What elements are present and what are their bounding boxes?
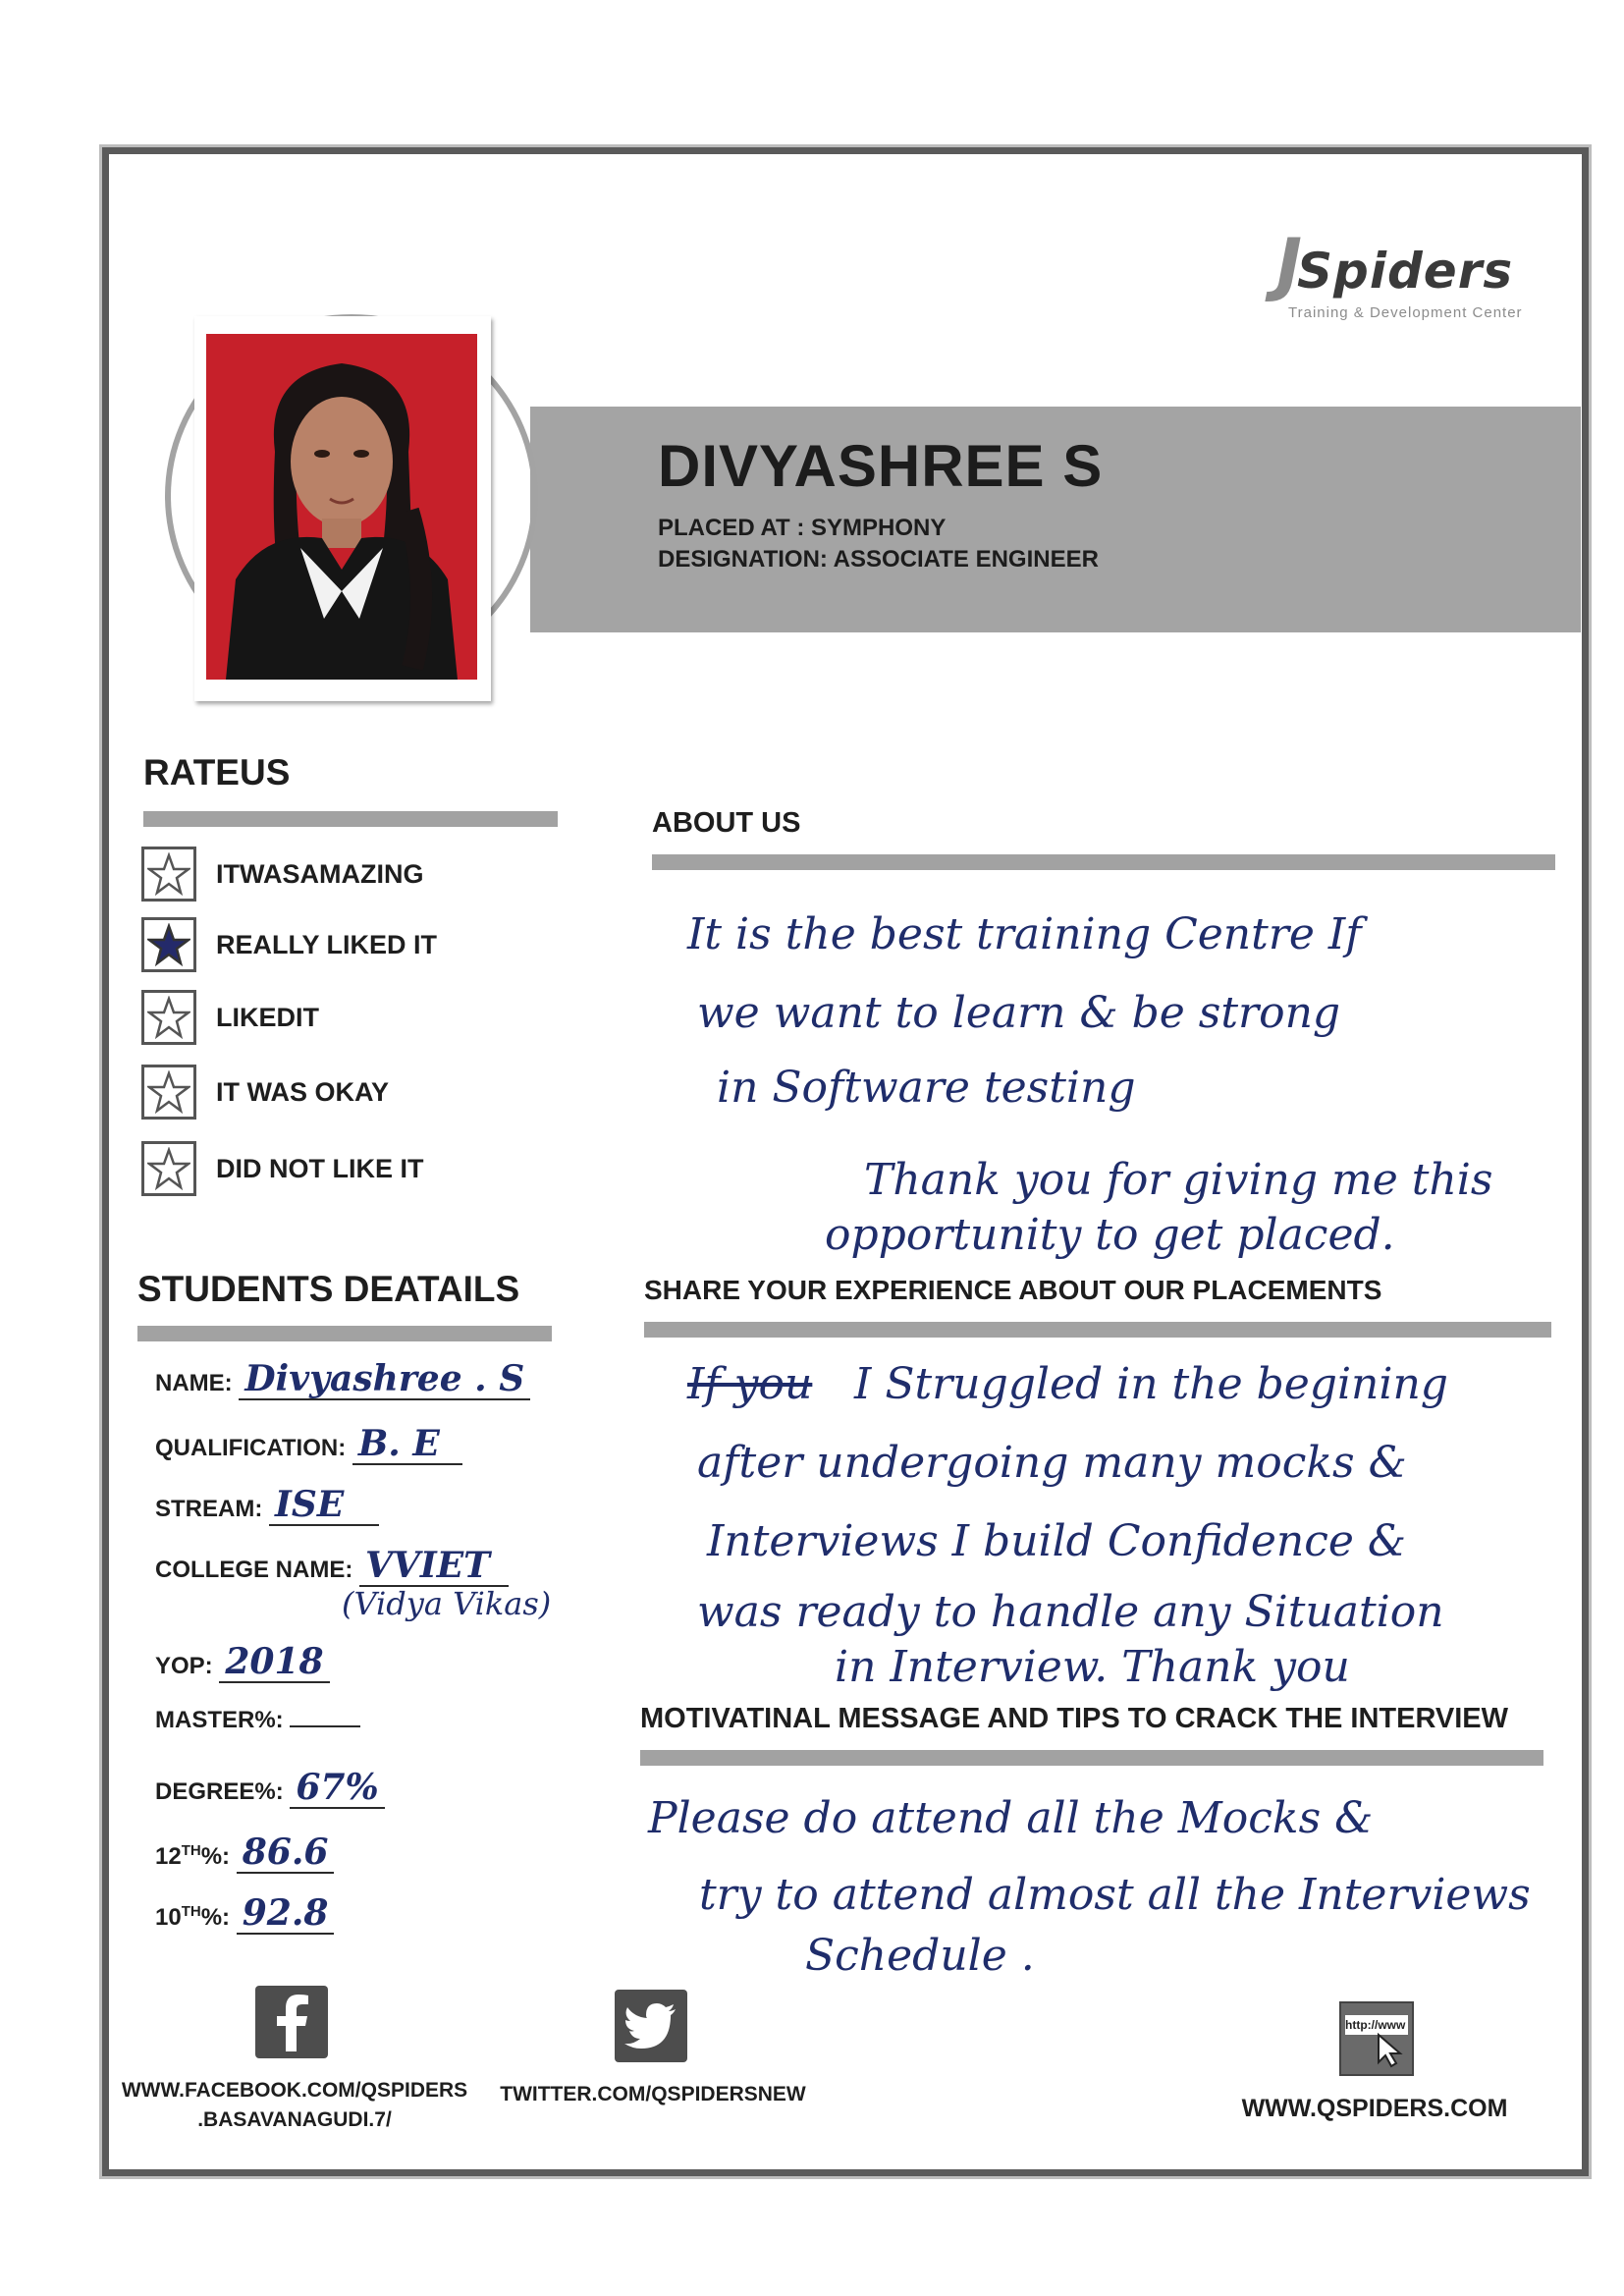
logo-tagline: Training & Development Center: [1288, 304, 1523, 321]
yop-value: 2018: [219, 1642, 329, 1683]
facebook-url-line1: WWW.FACEBOOK.COM/QSPIDERS: [121, 2079, 468, 2102]
student-name-heading: DIVYASHREE S: [658, 433, 1104, 499]
master-label: MASTER%:: [155, 1707, 284, 1733]
name-field: [155, 1359, 530, 1400]
yop-label: YOP:: [155, 1653, 213, 1679]
qualification-value: B. E: [352, 1424, 462, 1465]
rating-label: ITWASAMAZING: [216, 858, 424, 889]
experience-line: Interviews I build Confidence &: [707, 1516, 1407, 1566]
rating-option-really-liked[interactable]: [141, 917, 495, 972]
jspiders-logo: [1276, 224, 1561, 332]
yop-field: [155, 1642, 330, 1683]
rating-label: DID NOT LIKE IT: [216, 1153, 424, 1183]
twitter-icon[interactable]: [615, 1990, 687, 2062]
motivation-title: MOTIVATINAL MESSAGE AND TIPS TO CRACK THE INTERVIEW: [640, 1703, 1509, 1734]
motivation-divider: [640, 1750, 1543, 1766]
college-label: COLLEGE NAME:: [155, 1557, 353, 1583]
college-value: VVIET: [359, 1546, 509, 1587]
rating-label: REALLY LIKED IT: [216, 929, 438, 959]
experience-line: after undergoing many mocks &: [697, 1438, 1407, 1488]
stream-value: ISE: [269, 1485, 379, 1526]
rating-option-amazing[interactable]: [141, 847, 495, 902]
about-line: opportunity to get placed.: [825, 1210, 1395, 1260]
master-field: [155, 1707, 360, 1734]
facebook-icon[interactable]: [255, 1986, 328, 2058]
degree-field: [155, 1768, 385, 1809]
about-line: It is the best training Centre If: [687, 909, 1362, 959]
logo-text: Spiders: [1297, 243, 1514, 300]
rating-label: IT WAS OKAY: [216, 1076, 390, 1107]
star-icon: [141, 990, 196, 1045]
designation: DESIGNATION: ASSOCIATE ENGINEER: [658, 546, 1099, 573]
stream-field: [155, 1485, 379, 1526]
student-details-divider: [137, 1326, 552, 1341]
rating-option-liked[interactable]: [141, 990, 495, 1045]
twitter-link[interactable]: TWITTER.COM/QSPIDERSNEW: [500, 2083, 806, 2105]
student-details-title: STUDENTS DEATAILS: [137, 1269, 520, 1309]
twelfth-field: [155, 1832, 334, 1874]
portrait-image: [206, 334, 477, 680]
about-line: in Software testing: [717, 1063, 1136, 1113]
twelfth-value: 86.6: [237, 1832, 335, 1874]
rating-option-okay[interactable]: [141, 1065, 495, 1120]
name-label: NAME:: [155, 1370, 233, 1396]
motivation-line: Please do attend all the Mocks &: [648, 1793, 1374, 1843]
motivation-line: Schedule .: [805, 1931, 1035, 1981]
rating-divider: [143, 811, 558, 827]
rating-label: LIKEDIT: [216, 1002, 319, 1032]
star-icon-selected: [141, 917, 196, 972]
name-value: Divyashree . S: [239, 1359, 530, 1400]
experience-struck-text: If you: [687, 1359, 813, 1409]
website-link[interactable]: WWW.QSPIDERS.COM: [1241, 2095, 1508, 2122]
cursor-icon: [1377, 2033, 1406, 2068]
experience-line: in Interview. Thank you: [835, 1642, 1350, 1692]
stream-label: STREAM:: [155, 1496, 263, 1522]
qualification-label: QUALIFICATION:: [155, 1435, 347, 1461]
logo-letter: J: [1276, 224, 1304, 304]
star-icon: [141, 1141, 196, 1196]
url-box: http://www: [1345, 2015, 1408, 2035]
rating-option-did-not-like[interactable]: [141, 1141, 495, 1196]
degree-value: 67%: [290, 1768, 384, 1809]
motivation-line: try to attend almost all the Interviews: [699, 1870, 1531, 1920]
twelfth-label: 12TH%:: [155, 1842, 231, 1870]
degree-label: DEGREE%:: [155, 1778, 284, 1805]
star-icon: [141, 1065, 196, 1120]
about-divider: [652, 854, 1555, 870]
experience-divider: [644, 1322, 1551, 1338]
tenth-field: [155, 1893, 334, 1935]
rating-title: RATEUS: [143, 752, 291, 793]
facebook-url-line2: .BASAVANAGUDI.7/: [197, 2108, 392, 2131]
about-line: we want to learn & be strong: [697, 988, 1341, 1038]
website-icon[interactable]: [1339, 2001, 1414, 2076]
college-note: (Vidya Vikas): [342, 1585, 552, 1622]
experience-title: SHARE YOUR EXPERIENCE ABOUT OUR PLACEMENTS: [644, 1275, 1382, 1305]
qualification-field: [155, 1424, 462, 1465]
student-photo: [194, 316, 491, 701]
star-icon: [141, 847, 196, 902]
placed-at: PLACED AT : SYMPHONY: [658, 515, 947, 541]
about-title: ABOUT US: [652, 807, 801, 839]
master-value: [290, 1725, 360, 1727]
tenth-label: 10TH%:: [155, 1903, 231, 1931]
experience-line: was ready to handle any Situation: [697, 1587, 1444, 1637]
about-line: Thank you for giving me this: [864, 1155, 1493, 1205]
placement-info: [658, 513, 1099, 575]
college-field: [155, 1546, 509, 1587]
tenth-value: 92.8: [237, 1893, 335, 1935]
facebook-link[interactable]: [118, 2076, 471, 2135]
experience-line: I Struggled in the begining: [854, 1359, 1448, 1409]
